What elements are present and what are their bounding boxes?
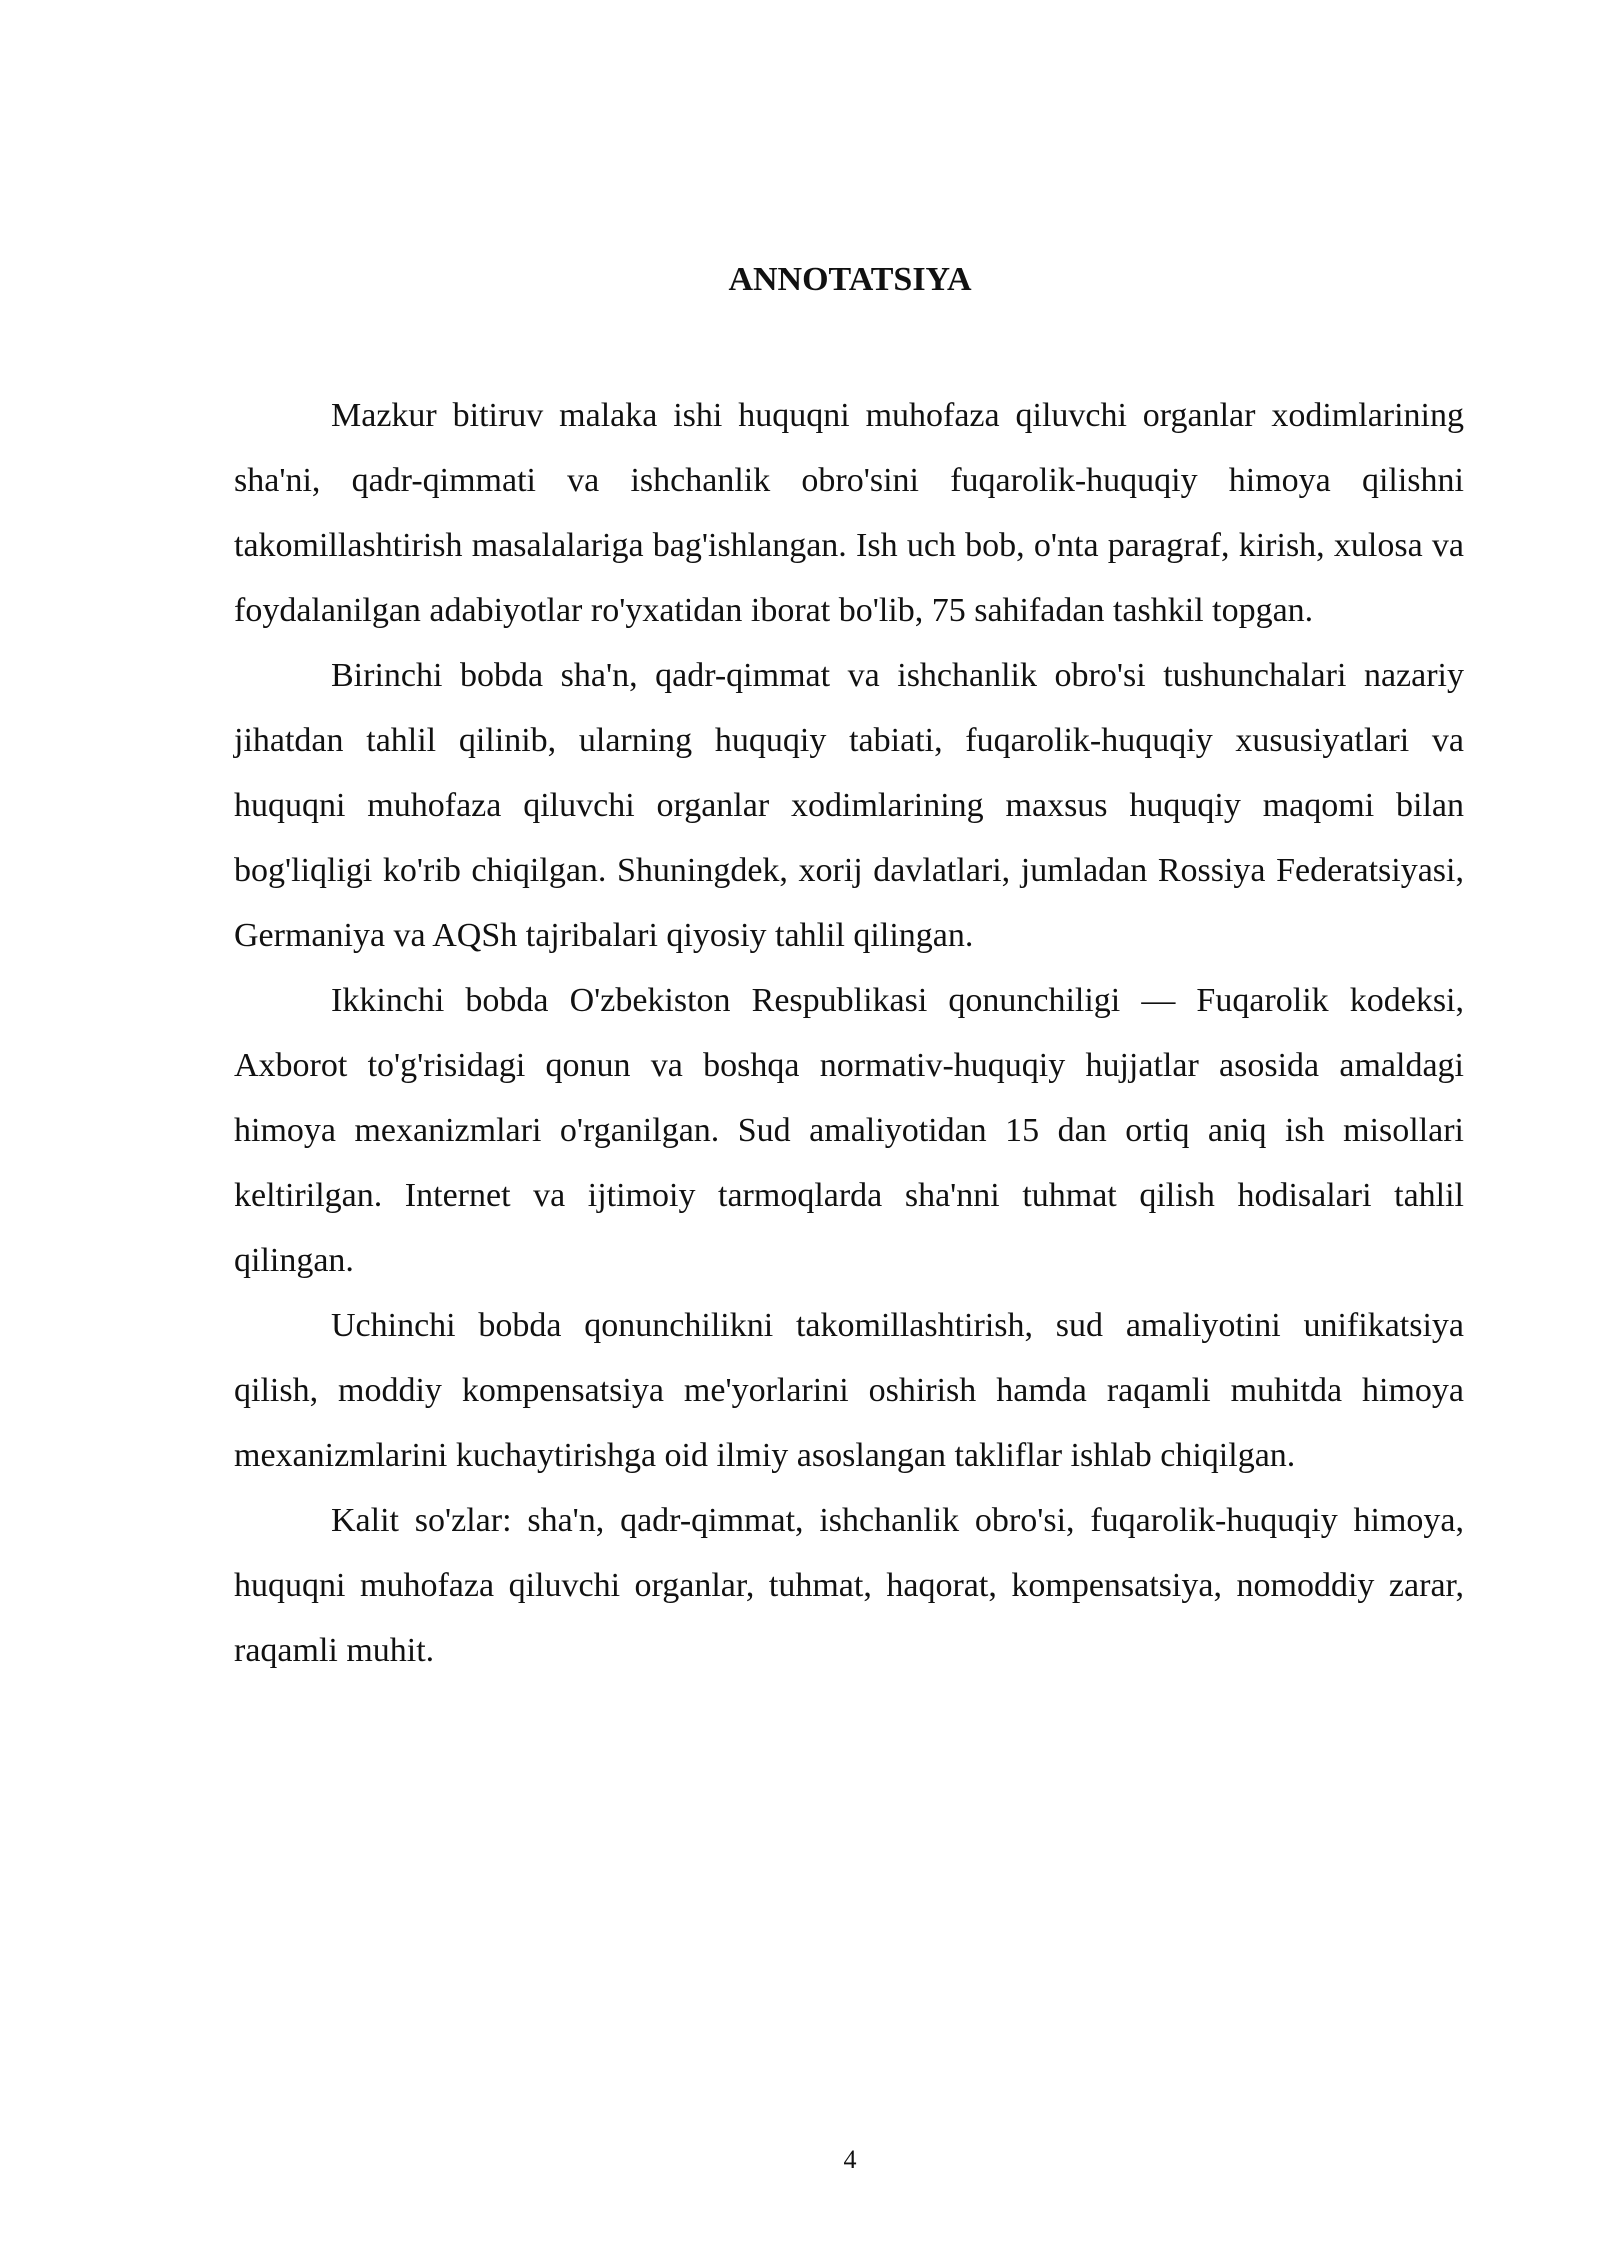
- paragraph-chapter-one: Birinchi bobda sha'n, qadr-qimmat va ishchanlik obro'si tushunchalari nazariy jihatdan tahlil qilinib, ularning huquqiy tabiati, fuqarolik-huquqiy xususiyatlari va huquqni muhofaza qiluvchi organlar xodimlarining maxsus huquqiy maqomi bilan bog'liqligi ko'rib chiqilgan. Shuningdek, xorij davlatlari, jumladan Rossiya Federatsiyasi, Germaniya va AQSh tajribalari qiyosiy tahlil qilingan.: [234, 657, 1464, 954]
- paragraph-chapter-three: Uchinchi bobda qonunchilikni takomillashtirish, sud amaliyotini unifikatsiya qilish, moddiy kompensatsiya me'yorlarini oshirish hamda raqamli muhitda himoya mexanizmlarini kuchaytirishga oid ilmiy asoslangan takliflar ishlab chiqilgan.: [234, 1307, 1464, 1474]
- paragraph-keywords: Kalit so'zlar: sha'n, qadr-qimmat, ishchanlik obro'si, fuqarolik-huquqiy himoya, huquqni muhofaza qiluvchi organlar, tuhmat, haqorat, kompensatsiya, nomoddiy zarar, raqamli muhit.: [234, 1502, 1464, 1669]
- page-number: 4: [843, 2145, 857, 2174]
- page-title: ANNOTATSIYA: [728, 261, 972, 298]
- annotation-body: [234, 383, 1464, 1683]
- paragraph-intro: Mazkur bitiruv malaka ishi huquqni muhofaza qiluvchi organlar xodimlarining sha'ni, qadr-qimmati va ishchanlik obro'sini fuqarolik-huquqiy himoya qilishni takomillashtirish masalalariga bag'ishlangan. Ish uch bob, o'nta paragraf, kirish, xulosa va foydalanilgan adabiyotlar ro'yxatidan iborat bo'lib, 75 sahifadan tashkil topgan.: [234, 397, 1464, 629]
- paragraph-chapter-two: Ikkinchi bobda O'zbekiston Respublikasi qonunchiligi — Fuqarolik kodeksi, Axborot to'g'risidagi qonun va boshqa normativ-huquqiy hujjatlar asosida amaldagi himoya mexanizmlari o'rganilgan. Sud amaliyotidan 15 dan ortiq aniq ish misollari keltirilgan. Internet va ijtimoiy tarmoqlarda sha'nni tuhmat qilish hodisalari tahlil qilingan.: [234, 982, 1464, 1279]
